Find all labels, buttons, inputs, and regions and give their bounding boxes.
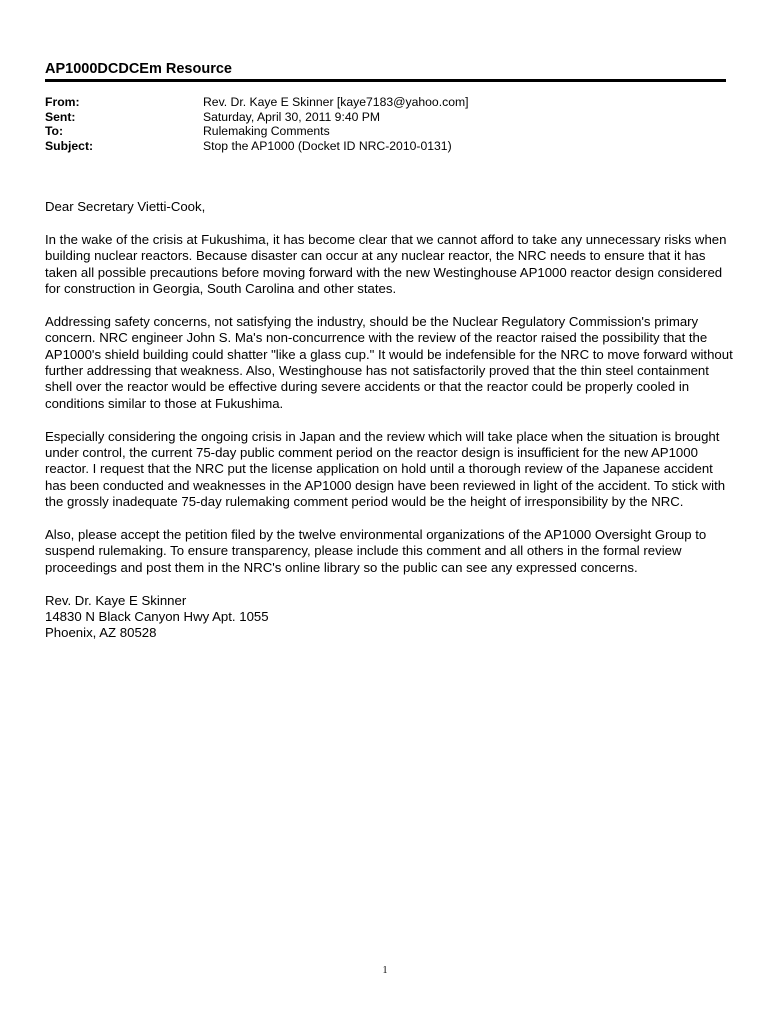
header-row-from: [45, 95, 469, 110]
header-row-sent: [45, 110, 469, 125]
header-row-subject: [45, 139, 469, 154]
signature-address-line-1: 14830 N Black Canyon Hwy Apt. 1055: [45, 609, 269, 625]
page-number: 1: [382, 965, 388, 976]
body-paragraph-4: Also, please accept the petition filed by the twelve environmental organizations of the AP1000 Oversight Group to suspend rulemaking. To ensure transparency, please include this comment and all others in the formal review proceedings and post them in the NRC's online library so the public can see any expressed concerns.: [45, 527, 707, 575]
header-label-to: To:: [45, 124, 64, 138]
header-row-to: [45, 124, 469, 139]
signature-name: Rev. Dr. Kaye E Skinner: [45, 592, 187, 608]
body-paragraph-2: Addressing safety concerns, not satisfying the industry, should be the Nuclear Regulatory Commission's primary concern. NRC engineer John S. Ma's non-concurrence with the review of the reactor raised the possibility that the AP1000's shield building could shatter "like a glass cup." It would be indefensible for the NRC to move forward without further addressing that weakness. Also, Westinghouse has not satisfactorily proved that the thin steel containment shell over the reactor would be effective during severe accidents or that the reactor could be properly cooled in conditions similar to those at Fukushima.: [45, 313, 733, 411]
document-title: AP1000DCDCEm Resource: [45, 61, 232, 77]
signature-address-line-2: Phoenix, AZ 80528: [45, 625, 157, 641]
header-label-from: From:: [45, 95, 80, 109]
header-value-sent: Saturday, April 30, 2011 9:40 PM: [203, 109, 381, 124]
header-label-subject: Subject:: [45, 138, 94, 153]
email-body: [45, 199, 735, 642]
header-value-subject: Stop the AP1000 (Docket ID NRC-2010-0131): [203, 138, 452, 153]
header-value-from: Rev. Dr. Kaye E Skinner [kaye7183@yahoo.com]: [203, 95, 469, 109]
title-divider: [45, 79, 726, 82]
header-label-sent: Sent:: [45, 109, 76, 124]
greeting: Dear Secretary Vietti-Cook,: [45, 199, 206, 214]
header-value-to: Rulemaking Comments: [203, 124, 330, 138]
body-paragraph-1: In the wake of the crisis at Fukushima, it has become clear that we cannot afford to take any unnecessary risks when building nuclear reactors. Because disaster can occur at any nuclear reactor, the NRC needs to ensure that it has taken all possible precautions before moving forward with the new Westinghouse AP1000 reactor design considered for construction in Georgia, South Carolina and other states.: [45, 231, 727, 297]
email-header-table: [45, 95, 469, 153]
signature-block: [45, 593, 735, 642]
body-paragraph-3: Especially considering the ongoing crisis in Japan and the review which will take place when the situation is brought under control, the current 75-day public comment period on the reactor design is insufficient for the new AP1000 reactor. I request that the NRC put the license application on hold until a thorough review of the Japanese accident has been conducted and weaknesses in the AP1000 design have been reviewed in light of the accident. To stick with the grossly inadequate 75-day rulemaking comment period would be the height of irresponsibility by the NRC.: [45, 428, 726, 510]
